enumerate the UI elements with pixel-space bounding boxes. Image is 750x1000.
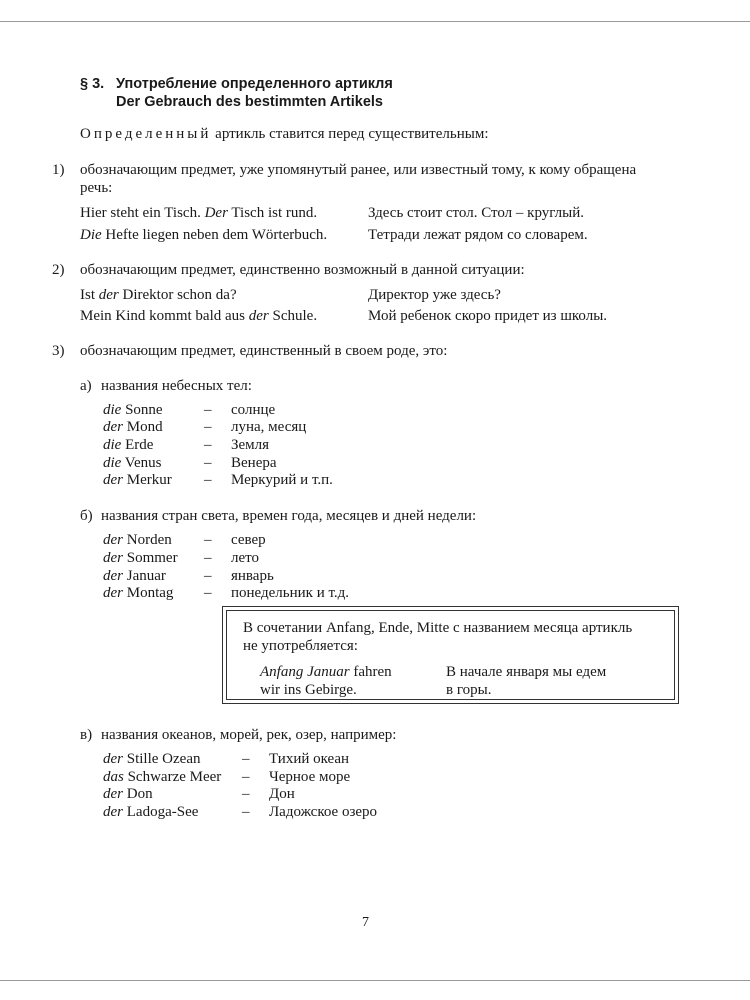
sub-a-dash: – — [204, 455, 212, 471]
sub-b-ru: север — [231, 532, 266, 548]
rule2-example-de: Mein Kind kommt bald aus der Schule. — [80, 308, 318, 324]
sub-b-dash: – — [204, 568, 212, 584]
sub-v-item: der Don — [103, 786, 153, 802]
sub-v-dash: – — [242, 769, 250, 785]
sub-b-ru: понедельник и т.д. — [231, 585, 350, 601]
intro-spaced-word: Определенный — [80, 126, 212, 142]
rule2-example-ru: Директор уже здесь? — [368, 287, 501, 303]
sub-v-label: в) — [80, 727, 93, 743]
intro-line — [80, 126, 488, 143]
sub-b-item: der Norden — [103, 532, 172, 548]
sub-v-dash: – — [242, 786, 250, 802]
section-number: § 3. — [80, 76, 105, 92]
note-example-ru-line2: в горы. — [446, 682, 492, 698]
sub-v-dash: – — [242, 804, 250, 820]
rule1-example-de: Hier steht ein Tisch. Der Tisch ist rund. — [80, 205, 318, 221]
bottom-rule — [0, 980, 750, 981]
sub-a-dash: – — [204, 472, 212, 488]
sub-a-ru: Земля — [231, 437, 270, 453]
rule1-text-line2: речь: — [80, 180, 113, 196]
note-example-de-line2: wir ins Gebirge. — [260, 682, 357, 698]
sub-a-item: der Merkur — [103, 472, 172, 488]
sub-a-ru: луна, месяц — [231, 419, 307, 435]
sub-b-item: der Sommer — [103, 550, 178, 566]
section-title-ru: Употребление определенного артикля — [116, 76, 393, 92]
sub-a-dash: – — [204, 402, 212, 418]
sub-v-item: der Stille Ozean — [103, 751, 201, 767]
rule1-example-ru: Тетради лежат рядом со словарем. — [368, 227, 588, 243]
rule1-example-de: Die Hefte liegen neben dem Wörterbuch. — [80, 227, 328, 243]
sub-v-item: das Schwarze Meer — [103, 769, 222, 785]
rule2-text: обозначающим предмет, единственно возможный в данной ситуации: — [80, 262, 525, 278]
sub-v-dash: – — [242, 751, 250, 767]
sub-b-dash: – — [204, 532, 212, 548]
rule3-text: обозначающим предмет, единственный в своем роде, это: — [80, 343, 448, 359]
note-line1: В сочетании Anfang, Ende, Mitte с названием месяца артикль — [243, 620, 633, 636]
sub-a-text: названия небесных тел: — [101, 378, 252, 394]
rule2-number: 2) — [52, 262, 65, 278]
note-box-inner — [226, 610, 675, 700]
top-rule — [0, 21, 750, 22]
sub-a-dash: – — [204, 419, 212, 435]
rule3-number: 3) — [52, 343, 65, 359]
sub-a-item: die Erde — [103, 437, 154, 453]
sub-b-dash: – — [204, 550, 212, 566]
rule2-example-ru: Мой ребенок скоро придет из школы. — [368, 308, 608, 324]
page-number: 7 — [362, 915, 369, 930]
note-line2: не употребляется: — [243, 638, 358, 654]
note-box — [222, 606, 679, 704]
sub-b-dash: – — [204, 585, 212, 601]
sub-v-ru: Тихий океан — [269, 751, 350, 767]
sub-b-text: названия стран света, времен года, месяцев и дней недели: — [101, 508, 477, 524]
sub-b-ru: январь — [231, 568, 274, 584]
sub-b-item: der Montag — [103, 585, 174, 601]
sub-v-ru: Дон — [269, 786, 295, 802]
rule1-text-line1: обозначающим предмет, уже упомянутый ранее, или известный тому, к кому обращена — [80, 162, 637, 178]
sub-b-label: б) — [80, 508, 93, 524]
sub-a-item: die Sonne — [103, 402, 163, 418]
section-title-de: Der Gebrauch des bestimmten Artikels — [116, 94, 383, 110]
rule1-example-ru: Здесь стоит стол. Стол – круглый. — [368, 205, 584, 221]
sub-a-item: der Mond — [103, 419, 163, 435]
sub-v-item: der Ladoga-See — [103, 804, 199, 820]
sub-v-text: названия океанов, морей, рек, озер, например: — [101, 727, 397, 743]
sub-b-item: der Januar — [103, 568, 166, 584]
sub-v-ru: Ладожское озеро — [269, 804, 378, 820]
sub-b-ru: лето — [231, 550, 260, 566]
sub-a-item: die Venus — [103, 455, 162, 471]
sub-v-ru: Черное море — [269, 769, 351, 785]
sub-a-ru: Меркурий и т.п. — [231, 472, 333, 488]
sub-a-ru: Венера — [231, 455, 277, 471]
intro-rest: артикль ставится перед существительным: — [211, 126, 489, 142]
note-example-de-line1: Anfang Januar fahren — [260, 664, 392, 680]
rule1-number: 1) — [52, 162, 65, 178]
rule2-example-de: Ist der Direktor schon da? — [80, 287, 237, 303]
sub-a-label: а) — [80, 378, 92, 394]
sub-a-dash: – — [204, 437, 212, 453]
sub-a-ru: солнце — [231, 402, 276, 418]
note-example-ru-line1: В начале января мы едем — [446, 664, 607, 680]
